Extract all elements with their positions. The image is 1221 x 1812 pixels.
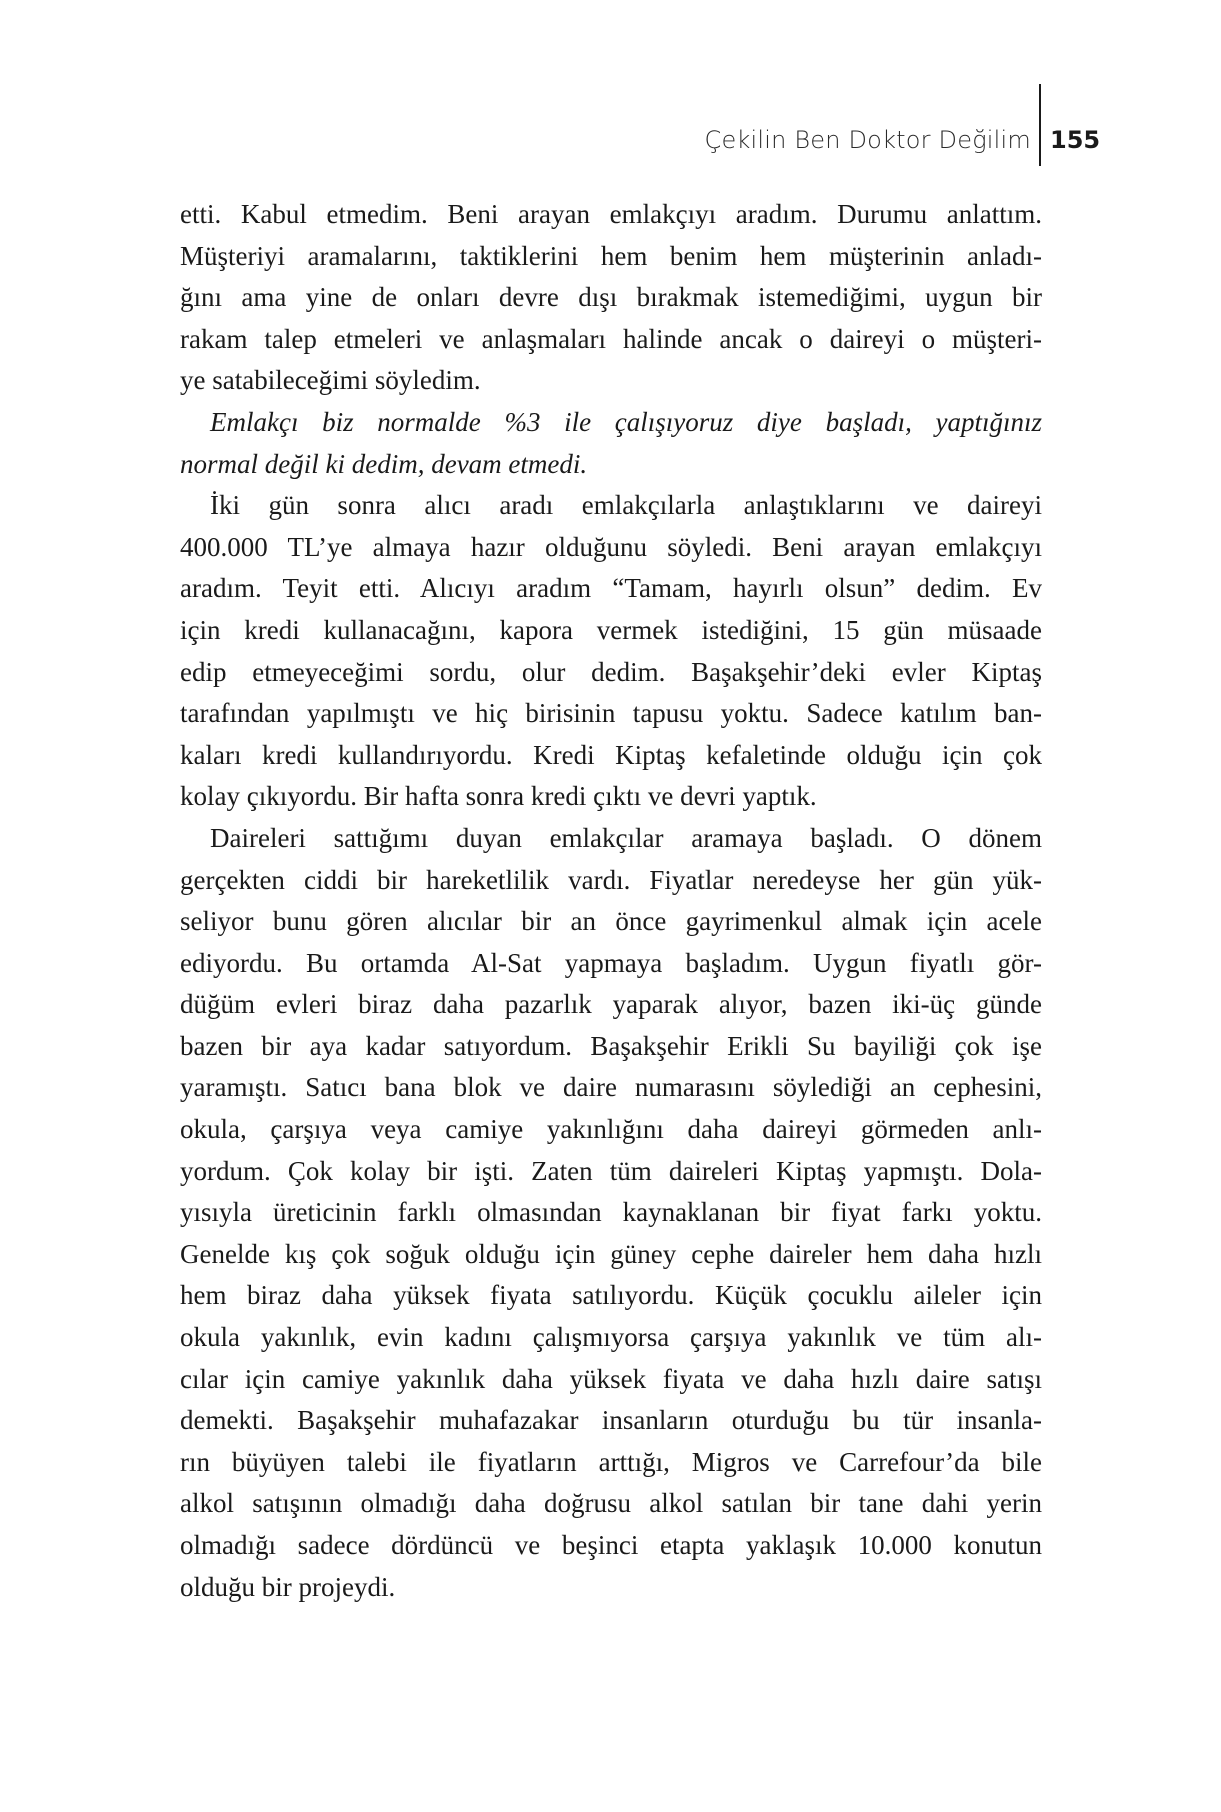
- header-divider: [1039, 84, 1041, 166]
- text-line: İki gün sonra alıcı aradı emlakçılarla anlaştıklarını ve daireyi: [210, 490, 1042, 521]
- text-line: aradım. Teyit etti. Alıcıyı aradım “Tamam, hayırlı olsun” dedim. Ev: [180, 573, 1042, 604]
- page-number: 155: [1050, 126, 1101, 154]
- text-line: Daireleri sattığımı duyan emlakçılar aramaya başladı. O dönem: [210, 822, 1042, 853]
- paragraph: [180, 818, 1042, 1608]
- text-line: olmadığı sadece dördüncü ve beşinci etapta yaklaşık 10.000 konutun: [180, 1530, 1042, 1560]
- text-line: için kredi kullanacağını, kapora vermek istediğini, 15 gün müsaade: [180, 614, 1042, 645]
- paragraph: [180, 194, 1042, 402]
- text-line: okula yakınlık, evin kadını çalışmıyorsa çarşıya yakınlık ve tüm alı-: [180, 1322, 1042, 1353]
- text-line: etti. Kabul etmedim. Beni arayan emlakçıyı aradım. Durumu anlattım.: [180, 199, 1042, 229]
- text-line: Genelde kış çok soğuk olduğu için güney cephe daireler hem daha hızlı: [180, 1238, 1042, 1269]
- text-line: cılar için camiye yakınlık daha yüksek fiyata ve daha hızlı daire satışı: [180, 1363, 1042, 1394]
- text-line: alkol satışının olmadığı daha doğrusu alkol satılan bir tane dahi yerin: [180, 1488, 1042, 1519]
- text-line: seliyor bunu gören alıcılar bir an önce gayrimenkul almak için acele: [180, 906, 1042, 937]
- text-line: normal değil ki dedim, devam etmedi.: [180, 448, 588, 479]
- paragraph: [180, 485, 1042, 818]
- text-line: düğüm evleri biraz daha pazarlık yaparak alıyor, bazen iki-üç günde: [180, 989, 1042, 1020]
- book-title: Çekilin Ben Doktor Değilim: [704, 126, 1031, 154]
- text-line: rakam talep etmeleri ve anlaşmaları halinde ancak o daireyi o müşteri-: [180, 323, 1042, 354]
- text-line: olduğu bir projeydi.: [180, 1571, 396, 1602]
- text-line: gerçekten ciddi bir hareketlilik vardı. Fiyatlar neredeyse her gün yük-: [180, 864, 1042, 895]
- text-line: kolay çıkıyordu. Bir hafta sonra kredi çıktı ve devri yaptık.: [180, 781, 817, 812]
- text-line: rın büyüyen talebi ile fiyatların arttığı, Migros ve Carrefour’da bile: [180, 1446, 1042, 1477]
- running-header: [0, 126, 1221, 166]
- text-line: yaramıştı. Satıcı bana blok ve daire numarasını söylediği an cephesini,: [180, 1072, 1042, 1103]
- body-text: [180, 194, 1042, 1608]
- text-line: Emlakçı biz normalde %3 ile çalışıyoruz diye başladı, yaptığınız: [210, 406, 1042, 437]
- text-line: kaları kredi kullandırıyordu. Kredi Kiptaş kefaletinde olduğu için çok: [180, 739, 1042, 770]
- text-line: Müşteriyi aramalarını, taktiklerini hem benim hem müşterinin anladı-: [180, 240, 1042, 271]
- text-line: edip etmeyeceğimi sordu, olur dedim. Başakşehir’deki evler Kiptaş: [180, 656, 1042, 687]
- text-line: ediyordu. Bu ortamda Al-Sat yapmaya başladım. Uygun fiyatlı gör-: [180, 947, 1042, 978]
- text-line: bazen bir aya kadar satıyordum. Başakşehir Erikli Su bayiliği çok işe: [180, 1030, 1042, 1061]
- text-line: ğını ama yine de onları devre dışı bırakmak istemediğimi, uygun bir: [180, 282, 1042, 313]
- text-line: yısıyla üreticinin farklı olmasından kaynaklanan bir fiyat farkı yoktu.: [180, 1197, 1042, 1228]
- text-line: ye satabileceğimi söyledim.: [180, 365, 481, 396]
- text-line: tarafından yapılmıştı ve hiç birisinin tapusu yoktu. Sadece katılım ban-: [180, 698, 1042, 729]
- text-line: okula, çarşıya veya camiye yakınlığını daha daireyi görmeden anlı-: [180, 1114, 1042, 1145]
- text-line: 400.000 TL’ye almaya hazır olduğunu söyledi. Beni arayan emlakçıyı: [180, 531, 1042, 562]
- text-line: demekti. Başakşehir muhafazakar insanların oturduğu bu tür insanla-: [180, 1405, 1042, 1436]
- paragraph-italic-quote: [180, 402, 1042, 485]
- text-line: yordum. Çok kolay bir işti. Zaten tüm daireleri Kiptaş yapmıştı. Dola-: [180, 1155, 1042, 1186]
- text-line: hem biraz daha yüksek fiyata satılıyordu. Küçük çocuklu aileler için: [180, 1280, 1042, 1311]
